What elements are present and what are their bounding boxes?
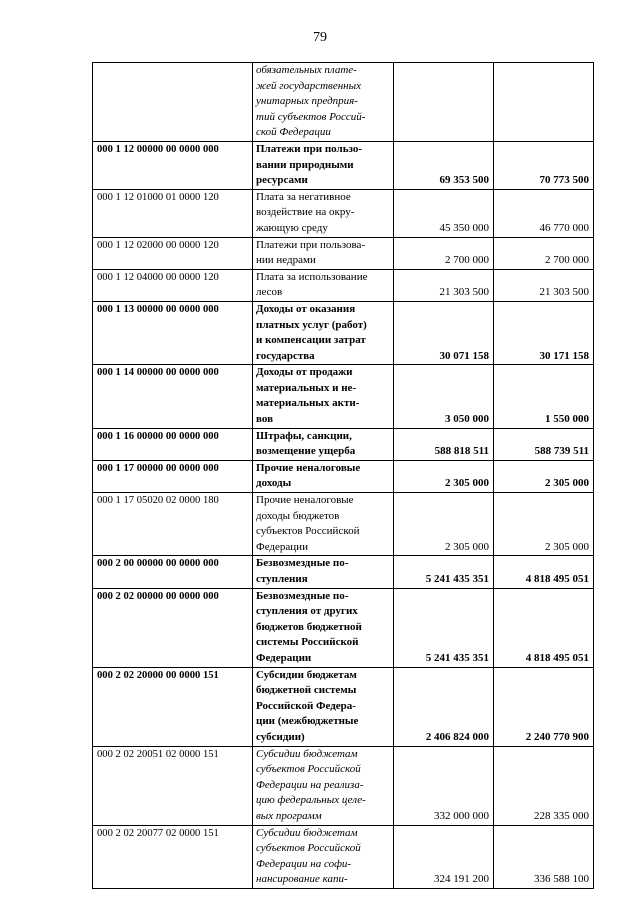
revenue-name-line: Субсидии бюджетам — [256, 747, 358, 760]
budget-code-cell: 000 1 12 02000 00 0000 120 — [93, 237, 253, 269]
revenue-name-line: нии недрами — [256, 254, 316, 267]
amount-year-1-cell: 5 241 435 351 — [394, 588, 494, 667]
revenue-name-line: жающую среду — [256, 221, 328, 234]
revenue-name-line: доходы бюджетов — [256, 509, 340, 522]
amount-year-2-cell — [494, 63, 594, 142]
amount-year-2-cell: 336 588 100 — [494, 825, 594, 888]
amount-year-2-cell: 2 700 000 — [494, 237, 594, 269]
table-row — [93, 493, 594, 556]
table-row — [93, 301, 594, 364]
revenue-name-line: Субсидии бюджетам — [256, 826, 358, 839]
revenue-name-cell — [253, 460, 394, 492]
revenue-name-line: унитарных предприя- — [256, 95, 358, 108]
revenue-name-line: Прочие неналоговые — [256, 461, 361, 474]
revenue-name-line: Федерации на реализа- — [256, 778, 364, 791]
revenue-name-cell — [253, 237, 394, 269]
revenue-name-line: платных услуг (работ) — [256, 318, 367, 331]
budget-code-cell: 000 1 17 00000 00 0000 000 — [93, 460, 253, 492]
revenue-name-line: субъектов Российской — [256, 763, 361, 776]
amount-year-1-cell: 324 191 200 — [394, 825, 494, 888]
revenue-name-line: Штрафы, санкции, — [256, 429, 352, 442]
revenue-name-line: жей государственных — [256, 79, 361, 92]
table-row — [93, 237, 594, 269]
revenue-name-line: лесов — [256, 286, 283, 299]
amount-year-2-cell: 2 305 000 — [494, 460, 594, 492]
amount-year-2-cell: 46 770 000 — [494, 189, 594, 237]
revenue-name-line: доходы — [256, 477, 292, 490]
revenue-name-line: нансирование капи- — [256, 873, 348, 886]
budget-code-cell — [93, 63, 253, 142]
amount-year-1-cell: 5 241 435 351 — [394, 556, 494, 588]
revenue-table — [92, 62, 594, 889]
amount-year-1-cell: 2 406 824 000 — [394, 667, 494, 746]
revenue-name-line: ской Федерации — [256, 126, 331, 139]
revenue-name-cell — [253, 301, 394, 364]
budget-code-cell: 000 1 14 00000 00 0000 000 — [93, 365, 253, 428]
budget-code-cell: 000 2 00 00000 00 0000 000 — [93, 556, 253, 588]
amount-year-2-cell: 2 240 770 900 — [494, 667, 594, 746]
amount-year-2-cell: 228 335 000 — [494, 746, 594, 825]
budget-code-cell: 000 1 12 01000 01 0000 120 — [93, 189, 253, 237]
revenue-name-line: материальных и не- — [256, 381, 357, 394]
amount-year-1-cell: 69 353 500 — [394, 141, 494, 189]
amount-year-2-cell: 588 739 511 — [494, 428, 594, 460]
revenue-name-line: обязательных плате- — [256, 64, 357, 76]
revenue-name-line: ступления — [256, 573, 308, 585]
revenue-name-cell — [253, 493, 394, 556]
revenue-name-line: ресурсами — [256, 174, 308, 187]
revenue-name-line: Российской Федера- — [256, 699, 356, 712]
amount-year-1-cell: 2 305 000 — [394, 460, 494, 492]
revenue-name-cell — [253, 588, 394, 667]
revenue-name-line: Платежи при пользо- — [256, 142, 363, 155]
amount-year-2-cell: 4 818 495 051 — [494, 588, 594, 667]
table-row — [93, 428, 594, 460]
amount-year-2-cell: 2 305 000 — [494, 493, 594, 556]
revenue-name-cell — [253, 365, 394, 428]
revenue-name-line: материальных акти- — [256, 397, 360, 410]
amount-year-2-cell: 21 303 500 — [494, 269, 594, 301]
table-row — [93, 746, 594, 825]
budget-code-cell: 000 2 02 20051 02 0000 151 — [93, 746, 253, 825]
table-row — [93, 556, 594, 588]
revenue-name-line: системы Российской — [256, 636, 359, 649]
revenue-name-line: субъектов Российской — [256, 525, 360, 538]
table-row — [93, 189, 594, 237]
revenue-name-cell — [253, 556, 394, 588]
revenue-name-cell — [253, 428, 394, 460]
revenue-name-line: вых программ — [256, 809, 322, 822]
amount-year-1-cell: 45 350 000 — [394, 189, 494, 237]
table-row — [93, 460, 594, 492]
amount-year-2-cell: 70 773 500 — [494, 141, 594, 189]
revenue-name-line: ступления от других — [256, 605, 358, 618]
revenue-name-line: субъектов Российской — [256, 842, 361, 855]
budget-code-cell: 000 2 02 20077 02 0000 151 — [93, 825, 253, 888]
revenue-name-line: Плата за использование — [256, 270, 368, 283]
table-row — [93, 588, 594, 667]
budget-code-cell: 000 1 13 00000 00 0000 000 — [93, 301, 253, 364]
revenue-name-line: возмещение ущерба — [256, 445, 356, 458]
table-row — [93, 365, 594, 428]
budget-code-cell: 000 2 02 20000 00 0000 151 — [93, 667, 253, 746]
revenue-name-line: Доходы от оказания — [256, 302, 356, 315]
revenue-name-line: государства — [256, 349, 315, 362]
revenue-name-line: вов — [256, 413, 274, 426]
revenue-name-line: ции (межбюджетные — [256, 715, 359, 728]
amount-year-2-cell: 30 171 158 — [494, 301, 594, 364]
revenue-name-line: субсидии) — [256, 730, 305, 743]
revenue-name-line: Федерации — [256, 540, 308, 553]
revenue-name-line: цию федеральных целе- — [256, 794, 366, 807]
table-row — [93, 269, 594, 301]
revenue-name-cell — [253, 189, 394, 237]
amount-year-1-cell: 2 305 000 — [394, 493, 494, 556]
revenue-name-line: бюджетной системы — [256, 684, 357, 697]
revenue-name-line: Платежи при пользова- — [256, 238, 366, 251]
amount-year-2-cell: 1 550 000 — [494, 365, 594, 428]
revenue-name-line: Плата за негативное — [256, 190, 351, 203]
revenue-name-cell — [253, 667, 394, 746]
page-number: 79 — [313, 30, 327, 45]
table-row — [93, 825, 594, 888]
budget-code-cell: 000 2 02 00000 00 0000 000 — [93, 588, 253, 667]
table-row — [93, 141, 594, 189]
revenue-name-line: бюджетов бюджетной — [256, 620, 362, 633]
revenue-name-cell — [253, 825, 394, 888]
revenue-name-line: Доходы от продажи — [256, 366, 353, 379]
amount-year-1-cell — [394, 63, 494, 142]
revenue-name-cell — [253, 746, 394, 825]
amount-year-1-cell: 3 050 000 — [394, 365, 494, 428]
revenue-name-line: Федерации на софи- — [256, 857, 352, 870]
budget-code-cell: 000 1 12 04000 00 0000 120 — [93, 269, 253, 301]
revenue-name-cell — [253, 269, 394, 301]
table-row — [93, 63, 594, 142]
revenue-name-line: Федерации — [256, 651, 312, 664]
amount-year-1-cell: 21 303 500 — [394, 269, 494, 301]
budget-code-cell: 000 1 17 05020 02 0000 180 — [93, 493, 253, 556]
revenue-name-line: тий субъектов Россий- — [256, 110, 366, 123]
revenue-name-line: и компенсации затрат — [256, 334, 366, 347]
revenue-table-body — [93, 63, 594, 889]
amount-year-1-cell: 30 071 158 — [394, 301, 494, 364]
revenue-name-line: Безвозмездные по- — [256, 557, 349, 570]
amount-year-1-cell: 2 700 000 — [394, 237, 494, 269]
revenue-name-line: Безвозмездные по- — [256, 589, 349, 602]
table-row — [93, 667, 594, 746]
amount-year-1-cell: 588 818 511 — [394, 428, 494, 460]
revenue-name-line: воздействие на окру- — [256, 206, 355, 219]
budget-code-cell: 000 1 16 00000 00 0000 000 — [93, 428, 253, 460]
budget-code-cell: 000 1 12 00000 00 0000 000 — [93, 141, 253, 189]
revenue-name-cell — [253, 63, 394, 142]
amount-year-1-cell: 332 000 000 — [394, 746, 494, 825]
revenue-name-line: вании природными — [256, 158, 354, 171]
amount-year-2-cell: 4 818 495 051 — [494, 556, 594, 588]
revenue-name-cell — [253, 141, 394, 189]
revenue-name-line: Прочие неналоговые — [256, 494, 354, 507]
revenue-name-line: Субсидии бюджетам — [256, 668, 357, 681]
